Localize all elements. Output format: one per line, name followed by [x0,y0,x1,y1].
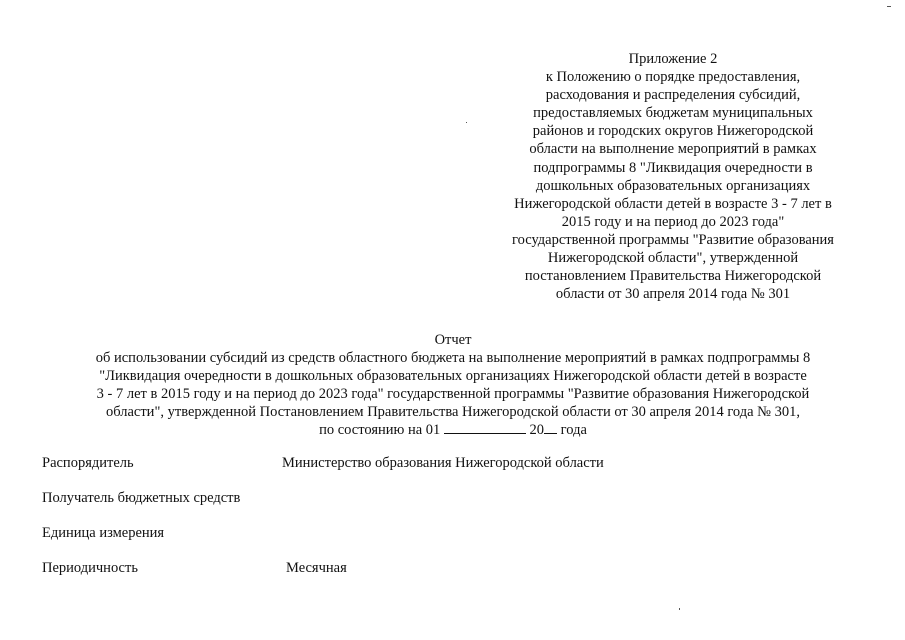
annex-line: государственной программы "Развитие образования [512,231,834,248]
report-title: Отчет [434,332,472,348]
report-line: "Ликвидация очередности в дошкольных образовательных организациях Нижегородской области детей в возрасте [99,368,807,385]
annex-line: расходования и распределения субсидий, [545,87,801,104]
annex-line: дошкольных образовательных организациях [535,177,811,194]
annex-line: 2015 году и на период до 2023 года" [561,213,785,230]
recipient-label: Получатель бюджетных средств [42,490,241,506]
report-line: 3 - 7 лет в 2015 году и на период до 2023 года" государственной программы "Развитие образования Нижегородской [96,386,810,403]
scan-speck [679,608,680,610]
annex-block [490,50,856,303]
date-suffix: года [560,422,587,439]
scan-speck [466,122,467,123]
report-heading [20,331,886,440]
report-line: об использовании субсидий из средств областного бюджета на выполнение мероприятий в рамках подпрограммы 8 [95,350,811,367]
date-year-prefix: 20 [529,422,545,439]
administrator-value: Министерство образования Нижегородской области [282,455,604,471]
periodicity-label: Периодичность [42,560,138,576]
annex-line: подпрограммы 8 "Ликвидация очередности в [533,159,813,176]
report-date-line [20,421,886,439]
date-prefix: по состоянию на 01 [319,422,441,439]
month-blank [444,421,526,434]
annex-line: районов и городских округов Нижегородской [532,123,814,140]
annex-line: Нижегородской области детей в возрасте 3 - 7 лет в [514,195,832,212]
annex-line: предоставляемых бюджетам муниципальных [533,105,813,122]
annex-line: Приложение 2 [628,51,718,67]
report-line: области", утвержденной Постановлением Правительства Нижегородской области от 30 апреля 2014 года № 301, [105,404,801,421]
annex-line: области на выполнение мероприятий в рамках [529,141,817,158]
annex-line: Нижегородской области", утвержденной [547,250,799,267]
annex-line: области от 30 апреля 2014 года № 301 [555,286,791,303]
administrator-label: Распорядитель [42,455,134,471]
annex-line: к Положению о порядке предоставления, [545,69,801,86]
unit-label: Единица измерения [42,525,165,541]
annex-line: постановлением Правительства Нижегородской [524,268,822,285]
scan-speck [887,6,891,7]
year-blank [544,421,557,434]
periodicity-value: Месячная [286,560,347,576]
